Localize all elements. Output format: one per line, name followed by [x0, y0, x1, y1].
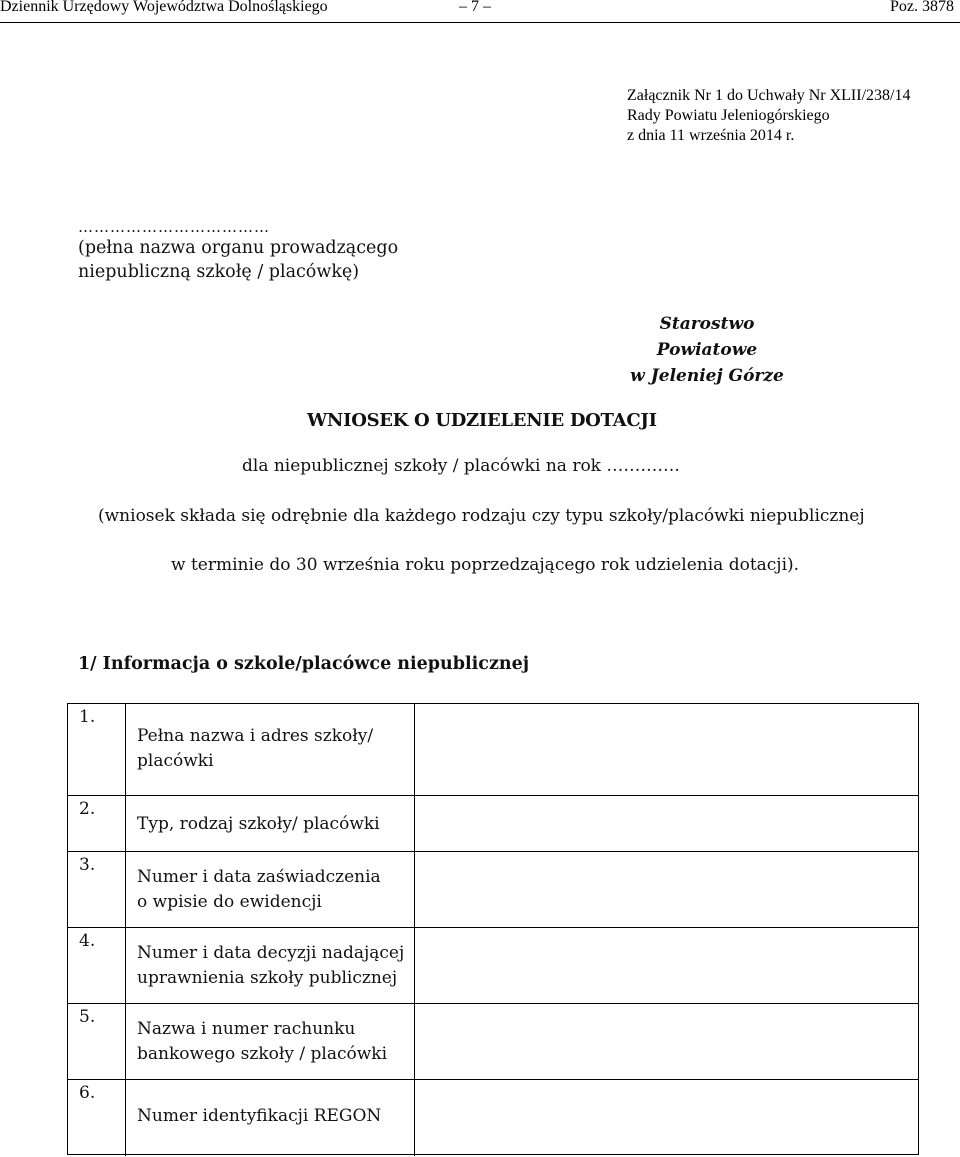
row-number: 4.	[68, 928, 126, 1003]
organ-caption-line-1: (pełna nazwa organu prowadzącego	[78, 238, 399, 258]
page-header	[0, 0, 960, 23]
row-value-field[interactable]	[415, 796, 918, 851]
organ-name-placeholder: ………………………………	[78, 218, 270, 236]
row-label-line: Numer i data decyzji nadającej	[137, 943, 405, 963]
row-label-line: Typ, rodzaj szkoły/ placówki	[137, 814, 380, 834]
annex-line-3: z dnia 11 września 2014 r.	[627, 127, 795, 144]
row-label	[126, 1004, 415, 1079]
row-label	[126, 852, 415, 927]
page-number: – 7 –	[459, 0, 491, 15]
table-row	[68, 796, 918, 852]
row-label	[126, 704, 415, 795]
submission-note-line-2: w terminie do 30 września roku poprzedzającego rok udzielenia dotacji).	[171, 555, 800, 575]
recipient-address	[612, 311, 802, 389]
table-row	[68, 1004, 918, 1080]
annex-line-2: Rady Powiatu Jeleniogórskiego	[627, 107, 830, 124]
table-row	[68, 704, 918, 796]
row-value-field[interactable]	[415, 1004, 918, 1079]
organ-name-caption	[78, 236, 398, 284]
journal-title: Dziennik Urzędowy Województwa Dolnośląskiego	[0, 0, 328, 15]
table-row	[68, 1080, 918, 1156]
row-label-line: Nazwa i numer rachunku	[137, 1019, 356, 1039]
table-row	[68, 852, 918, 928]
form-year-line: dla niepublicznej szkoły / placówki na rok ………….	[242, 456, 680, 476]
row-value-field[interactable]	[415, 704, 918, 795]
form-title: WNIOSEK O UDZIELENIE DOTACJI	[307, 410, 657, 431]
row-label	[126, 928, 415, 1003]
section-heading: 1/ Informacja o szkole/placówce niepublicznej	[78, 654, 530, 674]
position-number: Poz. 3878	[890, 0, 954, 15]
row-label-line: o wpisie do ewidencji	[137, 892, 322, 912]
recipient-line-1: Starostwo Powiatowe	[656, 314, 758, 360]
row-value-field[interactable]	[415, 852, 918, 927]
organ-caption-line-2: niepubliczną szkołę / placówkę)	[78, 262, 360, 282]
row-label-line: Numer i data zaświadczenia	[137, 867, 381, 887]
row-label-line: uprawnienia szkoły publicznej	[137, 968, 398, 988]
row-number: 6.	[68, 1080, 126, 1156]
row-label-line: bankowego szkoły / placówki	[137, 1044, 388, 1064]
recipient-line-2: w Jeleniej Górze	[630, 366, 784, 386]
row-value-field[interactable]	[415, 1080, 918, 1156]
row-label-line: Numer identyfikacji REGON	[137, 1106, 382, 1126]
row-number: 2.	[68, 796, 126, 851]
row-label	[126, 1080, 415, 1156]
row-label-line: Pełna nazwa i adres szkoły/	[137, 726, 374, 746]
row-number: 3.	[68, 852, 126, 927]
table-row	[68, 928, 918, 1004]
row-value-field[interactable]	[415, 928, 918, 1003]
row-label-line: placówki	[137, 751, 214, 771]
row-number: 5.	[68, 1004, 126, 1079]
annex-note	[627, 86, 910, 146]
school-info-table	[67, 703, 919, 1155]
annex-line-1: Załącznik Nr 1 do Uchwały Nr XLII/238/14	[627, 87, 911, 104]
row-number: 1.	[68, 704, 126, 795]
submission-note-line-1: (wniosek składa się odrębnie dla każdego rodzaju czy typu szkoły/placówki niepublicznej	[98, 506, 865, 526]
row-label	[126, 796, 415, 851]
